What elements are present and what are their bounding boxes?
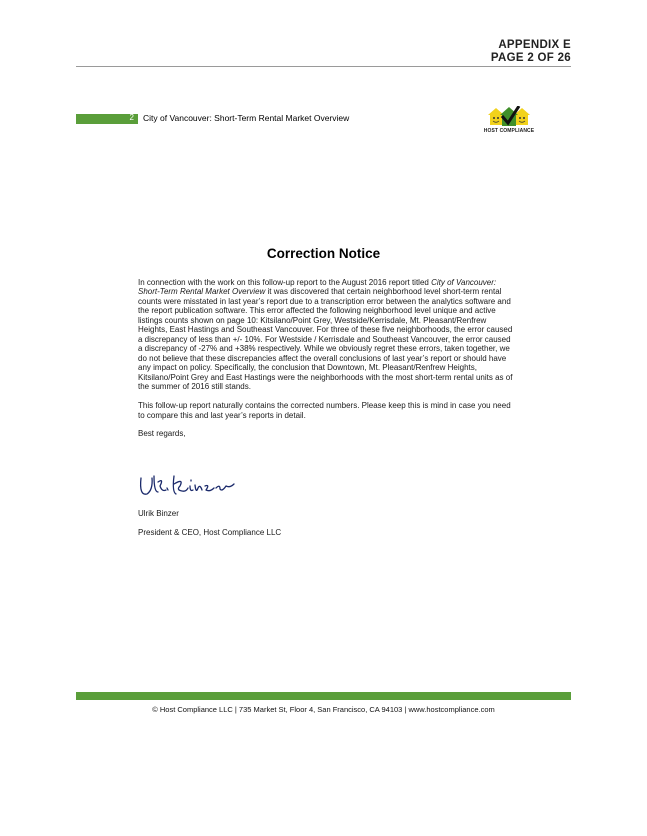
signatory-name: Ulrik Binzer — [138, 509, 179, 518]
appendix-label — [491, 39, 571, 65]
appendix-title: APPENDIX E — [498, 39, 571, 51]
signature-image — [138, 470, 248, 502]
closing: Best regards, — [138, 429, 186, 439]
footer-text: © Host Compliance LLC | 735 Market St, Floor 4, San Francisco, CA 94103 | www.hostcompliance.com — [152, 705, 495, 714]
report-title-italic: City of Vancouver: Short-Term Rental Market Overview — [138, 278, 497, 297]
appendix-page: PAGE 2 OF 26 — [490, 52, 571, 64]
footer-accent-bar — [76, 692, 571, 700]
signatory-title: President & CEO, Host Compliance LLC — [138, 528, 282, 537]
notice-body — [138, 278, 516, 439]
top-divider — [76, 66, 571, 67]
page-title: Correction Notice — [266, 246, 381, 261]
notice-paragraph-1: In connection with the work on this follow-up report to the August 2016 report titled City of Vancouver: Short-Term Rental Market Overview it was discovered that certain neighborhood level short-term rental counts were misstated in last year’s report due to a transcription error between the analytics software and the report publication software. This error affected the following neighborhood level unique and active listings counts shown on page 10: Kitsilano/Point Grey, Westside/Kerrisdale, Mt. Pleasant/Renfrew Heights, East Hastings and Southeast Vancouver. For three of these five neighborhoods, the error caused a discrepancy of less than +/- 10%. For Westside / Kerrisdale and Southeast Vancouver, the error caused a discrepancy of -27% and +38% respectively. While we obviously regret these errors, taken together, we do not believe that these discrepancies affect the overall conclusions of last year’s report or should have any impact on policy. Specifically, the conclusion that Downtown, Mt. Pleasant/Renfrew Heights, Kitsilano/Point Grey and East Hastings were the neighborhoods with the most short-term rental units as of the summer of 2016 still stands. — [138, 278, 513, 391]
notice-paragraph-2: This follow-up report naturally contains the corrected numbers. Please keep this is mind in case you need to compare this and last year’s reports in detail. — [138, 401, 511, 420]
header-report-title: City of Vancouver: Short-Term Rental Market Overview — [143, 113, 350, 123]
header-page-number: 2 — [129, 113, 134, 122]
logo-text: HOST COMPLIANCE — [483, 128, 535, 134]
